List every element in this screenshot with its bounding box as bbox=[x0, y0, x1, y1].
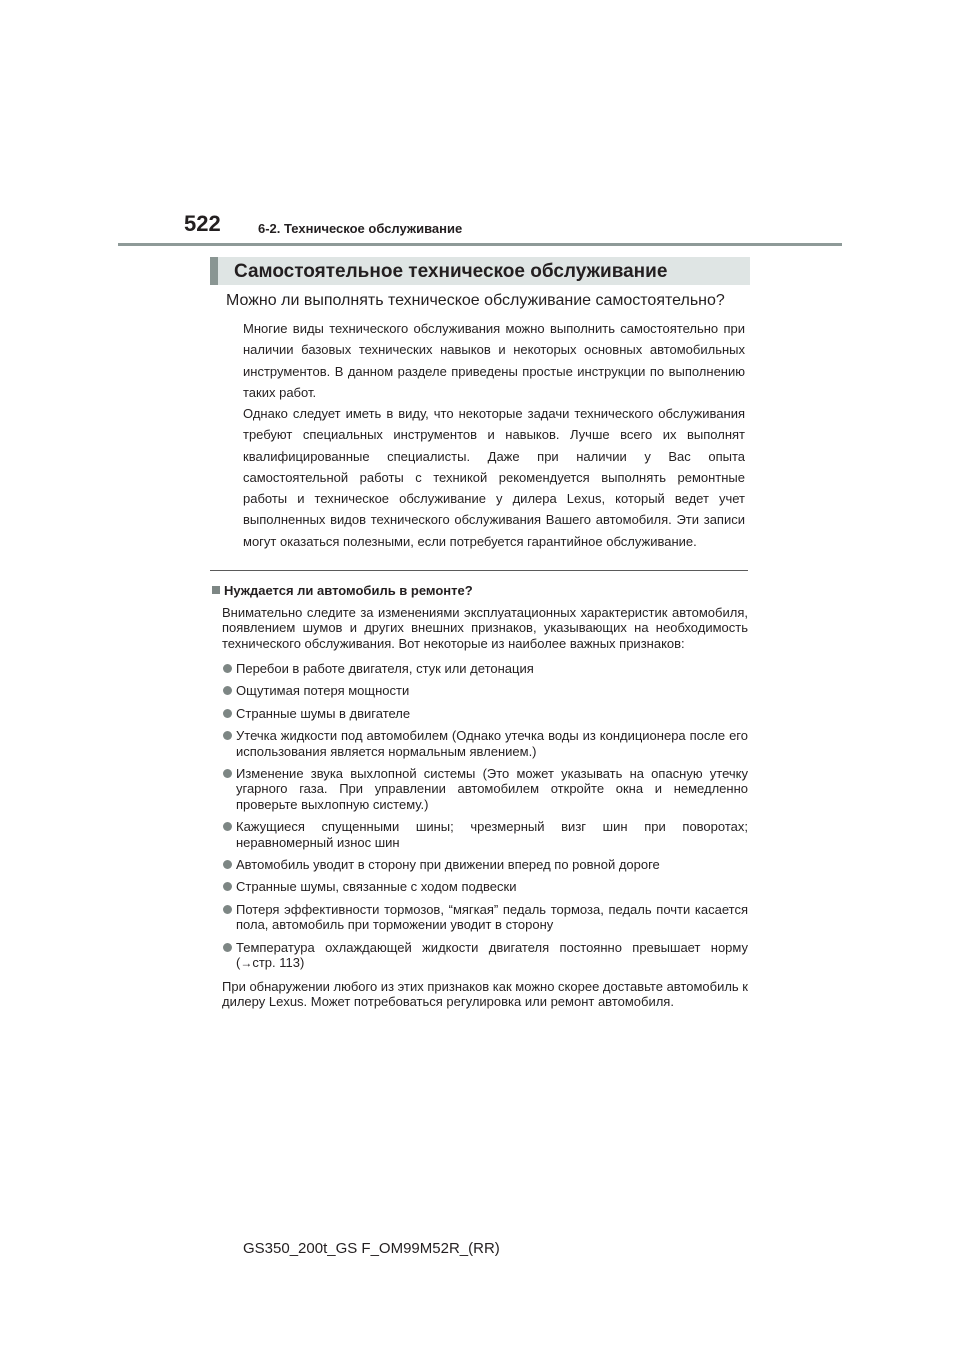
list-item-text: Утечка жидкости под автомобилем (Однако утечка воды из кондиционера после его использования является нормальным явлением.) bbox=[236, 728, 748, 759]
bullet-dot-icon bbox=[223, 943, 232, 952]
list-item-text: Автомобиль уводит в сторону при движении вперед по ровной дороге bbox=[236, 856, 660, 872]
page-title: Самостоятельное техническое обслуживание bbox=[234, 261, 668, 282]
page-reference-link[interactable]: стр. 113) bbox=[252, 955, 305, 971]
intro-text-2: Однако следует иметь в виду, что некоторые задачи технического обслуживания требуют специальных инструментов и навыков. Лучше всего их выполнят квалифицированные специалисты. Даже при наличии у Вас опыта самостоятельной работы с техникой рекомендуется выполнять ремонтные работы и техническое обслуживание у дилера Lexus, который ведет учет выполненных видов технического обслуживания Вашего автомобиля. Эти записи могут оказаться полезными, если потребуется гарантийное обслуживание. bbox=[243, 406, 745, 549]
bullet-dot-icon bbox=[223, 731, 232, 740]
document-code-footer: GS350_200t_GS F_OM99M52R_(RR) bbox=[243, 1240, 500, 1257]
list-item bbox=[222, 857, 748, 872]
list-item-text: Кажущиеся спущенными шины; чрезмерный визг шин при поворотах; неравномерный износ шин bbox=[236, 819, 748, 850]
list-item-text: Перебои в работе двигателя, стук или детонация bbox=[236, 660, 534, 676]
bullet-dot-icon bbox=[223, 822, 232, 831]
square-bullet-icon bbox=[212, 586, 220, 594]
symptom-list bbox=[222, 661, 748, 971]
list-item bbox=[222, 661, 748, 676]
intro-paragraph-2 bbox=[243, 403, 745, 552]
list-item bbox=[222, 683, 748, 698]
bullet-dot-icon bbox=[223, 905, 232, 914]
intro-text-1: Многие виды технического обслуживания можно выполнить самостоятельно при наличии базовых технических навыков и некоторых основных автомобильных инструментов. В данном разделе приведены простые инструкции по выполнению таких работ. bbox=[243, 321, 745, 400]
list-item bbox=[222, 940, 748, 972]
list-item-text: Изменение звука выхлопной системы (Это может указывать на опасную утечку угарного газа. При управлении автомобилем откройте окна и немедленно проверьте выхлопную систему.) bbox=[236, 766, 748, 812]
bullet-dot-icon bbox=[223, 860, 232, 869]
bullet-dot-icon bbox=[223, 686, 232, 695]
list-item bbox=[222, 706, 748, 721]
subsection-lead: Внимательно следите за изменениями эксплуатационных характеристик автомобиля, появлением шумов и других внешних признаков, указывающих на необходимость технического обслуживания. Вот некоторые из наиболее важных признаков: bbox=[222, 605, 748, 651]
bullet-dot-icon bbox=[223, 769, 232, 778]
list-item bbox=[222, 902, 748, 933]
list-item bbox=[222, 819, 748, 850]
bullet-dot-icon bbox=[223, 882, 232, 891]
bullet-dot-icon bbox=[223, 709, 232, 718]
list-item bbox=[222, 879, 748, 894]
list-item-text: Потеря эффективности тормозов, “мягкая” педаль тормоза, педаль почти касается пола, автомобиль при торможении уводит в сторону bbox=[236, 901, 748, 933]
bullet-dot-icon bbox=[223, 664, 232, 673]
closing-paragraph: При обнаружении любого из этих признаков как можно скорее доставьте автомобиль к дилеру Lexus. Может потребоваться регулировка или ремонт автомобиля. bbox=[222, 978, 748, 1009]
title-band bbox=[210, 257, 750, 285]
subsection-heading-text: Нуждается ли автомобиль в ремонте? bbox=[224, 583, 473, 598]
list-item-text: Странные шумы в двигателе bbox=[236, 705, 411, 721]
arrow-right-icon: → bbox=[240, 956, 253, 971]
header-rule bbox=[118, 243, 842, 246]
question-heading: Можно ли выполнять техническое обслуживание самостоятельно? bbox=[226, 292, 725, 309]
list-item bbox=[222, 766, 748, 812]
section-breadcrumb: 6-2. Техническое обслуживание bbox=[258, 221, 463, 236]
section-divider bbox=[210, 570, 748, 571]
list-item-text: Температура охлаждающей жидкости двигателя постоянно превышает норму ( bbox=[236, 939, 748, 971]
list-item bbox=[222, 728, 748, 759]
list-item-text: Ощутимая потеря мощности bbox=[236, 683, 410, 699]
subsection-heading bbox=[212, 583, 473, 599]
list-item-text: Странные шумы, связанные с ходом подвески bbox=[236, 879, 517, 895]
page-number: 522 bbox=[184, 211, 221, 236]
intro-paragraph-1 bbox=[243, 318, 745, 403]
subsection-body bbox=[222, 605, 748, 1009]
